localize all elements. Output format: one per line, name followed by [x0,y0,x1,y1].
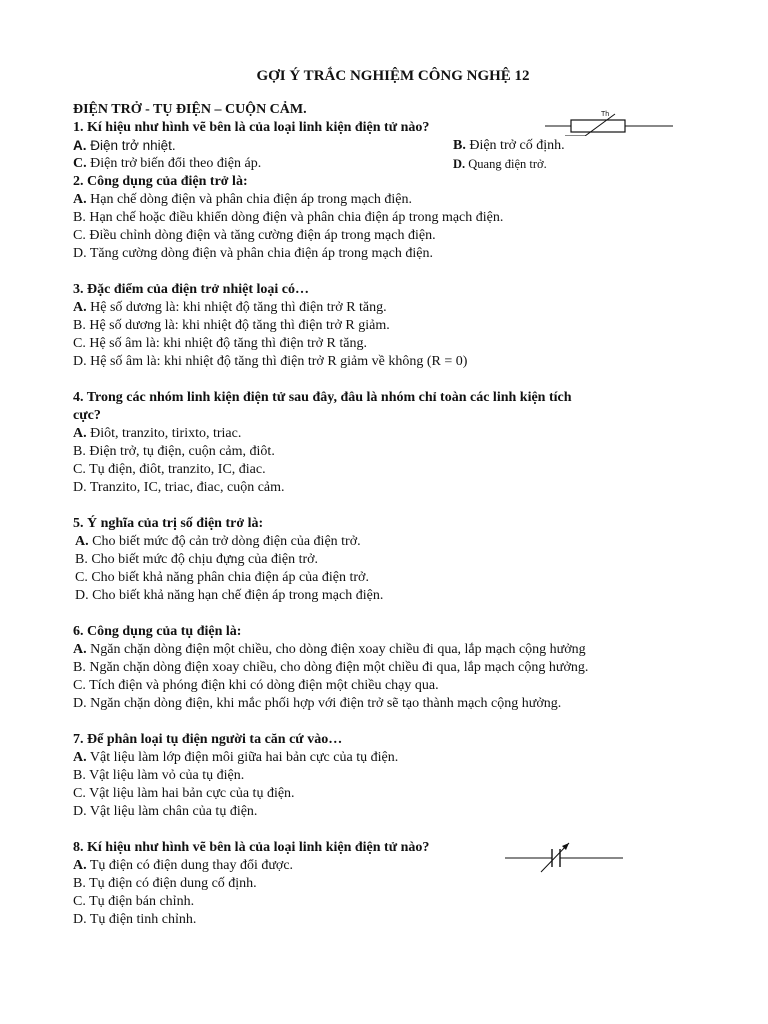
question-3-option-a [73,299,713,317]
spacer [73,713,713,731]
question-2-option-a [73,191,713,209]
question-2-text: 2. Công dụng của điện trở là: [73,174,248,189]
option-letter: C. [73,156,87,171]
option-text: Cho biết khả năng hạn chế điện áp trong mạch điện. [88,588,384,603]
spacer [73,497,713,515]
question-7-option-c [73,785,713,803]
option-text: Điôt, tranzito, tirixto, triac. [86,426,242,441]
question-3-option-d [73,353,713,371]
question-6-option-b [73,659,713,677]
question-6-option-d [73,695,713,713]
option-text: Vật liệu làm chân của tụ điện. [86,804,258,819]
option-text: Điện trở, tụ điện, cuộn cảm, điôt. [85,444,275,459]
option-letter: D. [73,480,87,495]
spacer [73,371,713,389]
question-6-option-a [73,641,713,659]
option-text: Tranzito, IC, triac, điac, cuộn cảm. [86,480,285,495]
spacer [73,263,713,281]
option-letter: D. [73,354,87,369]
question-2-option-d [73,245,713,263]
question-8-option-d [73,911,713,929]
question-8-text: 8. Kí hiệu như hình vẽ bên là của loại linh kiện điện tử nào? [73,840,430,855]
option-text: Ngăn chặn dòng điện một chiều, cho dòng điện xoay chiều đi qua, lắp mạch cộng hưởng [86,642,586,657]
option-text: Hệ số âm là: khi nhiệt độ tăng thì điện trở R giảm về không (R = 0) [86,354,468,369]
option-letter: A. [73,300,87,315]
question-7-option-a [73,749,713,767]
option-letter: B. [73,444,86,459]
question-4-option-b [73,443,713,461]
option-letter: B. [73,210,86,225]
option-text: Hệ số âm là: khi nhiệt độ tăng thì điện trở R tăng. [85,336,367,351]
question-7 [73,731,713,749]
question-7-option-d [73,803,713,821]
option-letter: A. [73,858,87,873]
option-text: Vật liệu làm hai bản cực của tụ điện. [85,786,295,801]
option-letter: A. [73,192,87,207]
option-letter: D. [73,912,87,927]
question-5-text: 5. Ý nghĩa của trị số điện trở là: [73,516,264,531]
option-text: Tụ điện có điện dung thay đổi được. [86,858,294,873]
option-letter: D. [453,157,466,171]
question-3-option-c [73,335,713,353]
option-letter: A. [73,642,87,657]
question-1-option-c [73,155,261,173]
option-text: Tụ điện có điện dung cố định. [85,876,257,891]
question-2-option-b [73,209,713,227]
thermistor-label: Th [601,111,610,118]
option-text: Tụ điện bán chỉnh. [85,894,195,909]
option-letter: A. [73,750,87,765]
option-text: Tụ điện tinh chỉnh. [86,912,197,927]
question-1-options-row-1 [73,137,593,155]
question-6-text: 6. Công dụng của tụ điện là: [73,624,242,639]
question-1-text: 1. Kí hiệu như hình vẽ bên là của loại linh kiện điện tử nào? [73,120,430,135]
question-8-option-b [73,875,713,893]
option-text: Điện trở nhiệt. [86,138,176,153]
question-5-option-b [73,551,713,569]
option-text: Cho biết mức độ chịu đựng của điện trở. [87,552,319,567]
option-letter: D. [73,696,87,711]
option-text: Điện trở cố định. [465,138,565,153]
question-4-text-line-1: 4. Trong các nhóm linh kiện điện tử sau đây, đâu là nhóm chỉ toàn các linh kiện tích [73,390,572,405]
question-6-option-c [73,677,713,695]
option-text: Tăng cường dòng điện và phân chia điện áp trong mạch điện. [86,246,433,261]
option-text: Vật liệu làm vỏ của tụ điện. [85,768,245,783]
option-text: Quang điện trở. [465,157,547,171]
question-4-text-line-2: cực? [73,408,101,423]
question-1-option-d [453,155,593,173]
option-text: Điều chỉnh dòng điện và tăng cường điện áp trong mạch điện. [85,228,436,243]
question-7-option-b [73,767,713,785]
question-5-option-c [73,569,713,587]
option-text: Ngăn chặn dòng điện, khi mắc phối hợp với điện trở sẽ tạo thành mạch cộng hưởng. [86,696,562,711]
question-4-option-d [73,479,713,497]
option-text: Vật liệu làm lớp điện môi giữa hai bản cực của tụ điện. [86,750,399,765]
option-letter: B. [73,318,86,333]
option-letter: D. [75,588,89,603]
option-letter: C. [73,894,86,909]
option-letter: B. [75,552,88,567]
option-letter: C. [75,570,88,585]
option-text: Cho biết mức độ cản trở dòng điện của điện trở. [88,534,361,549]
option-text: Hạn chế dòng điện và phân chia điện áp trong mạch điện. [86,192,413,207]
option-letter: A. [75,534,89,549]
option-letter: C. [73,786,86,801]
option-text: Tụ điện, điôt, tranzito, IC, điac. [85,462,266,477]
option-letter: B. [73,660,86,675]
option-text: Điện trở biến đổi theo điện áp. [86,156,262,171]
question-3-option-b [73,317,713,335]
question-5-option-d [73,587,713,605]
thermistor-symbol-icon [545,106,675,136]
question-4-option-a [73,425,713,443]
option-text: Cho biết khả năng phân chia điện áp của điện trở. [87,570,369,585]
section-title: ĐIỆN TRỞ - TỤ ĐIỆN – CUỘN CẢM. [73,102,307,117]
option-text: Hệ số dương là: khi nhiệt độ tăng thì điện trở R tăng. [86,300,387,315]
question-8-option-c [73,893,713,911]
document-title: GỢI Ý TRẮC NGHIỆM CÔNG NGHỆ 12 [256,68,530,84]
variable-capacitor-symbol-icon [505,838,625,874]
option-text: Ngăn chặn dòng điện xoay chiều, cho dòng điện một chiều đi qua, lắp mạch cộng hưởng. [85,660,589,675]
option-letter: B. [453,138,466,153]
spacer [73,605,713,623]
option-letter: C. [73,336,86,351]
question-7-text: 7. Để phân loại tụ điện người ta căn cứ vào… [73,732,343,747]
option-letter: B. [73,768,86,783]
question-2 [73,173,713,191]
question-3-text: 3. Đặc điểm của điện trở nhiệt loại có… [73,282,310,297]
option-letter: A. [73,426,87,441]
question-4-cont [73,407,713,425]
option-letter: A. [73,138,87,153]
question-6 [73,623,713,641]
question-4 [73,389,713,407]
option-letter: C. [73,228,86,243]
question-2-option-c [73,227,713,245]
option-letter: D. [73,804,87,819]
question-5-option-a [73,533,713,551]
spacer [73,821,713,839]
option-text: Hạn chế hoặc điều khiển dòng điện và phân chia điện áp trong mạch điện. [85,210,504,225]
option-letter: D. [73,246,87,261]
document-page [73,66,713,929]
option-letter: C. [73,462,86,477]
question-3 [73,281,713,299]
option-letter: C. [73,678,86,693]
question-1-options-row-2 [73,155,593,173]
question-4-option-c [73,461,713,479]
question-1-option-a [73,137,176,155]
option-letter: B. [73,876,86,891]
option-text: Hệ số dương là: khi nhiệt độ tăng thì điện trở R giảm. [85,318,390,333]
question-5 [73,515,713,533]
option-text: Tích điện và phóng điện khi có dòng điện một chiều chạy qua. [85,678,439,693]
question-1-option-b [453,137,593,155]
